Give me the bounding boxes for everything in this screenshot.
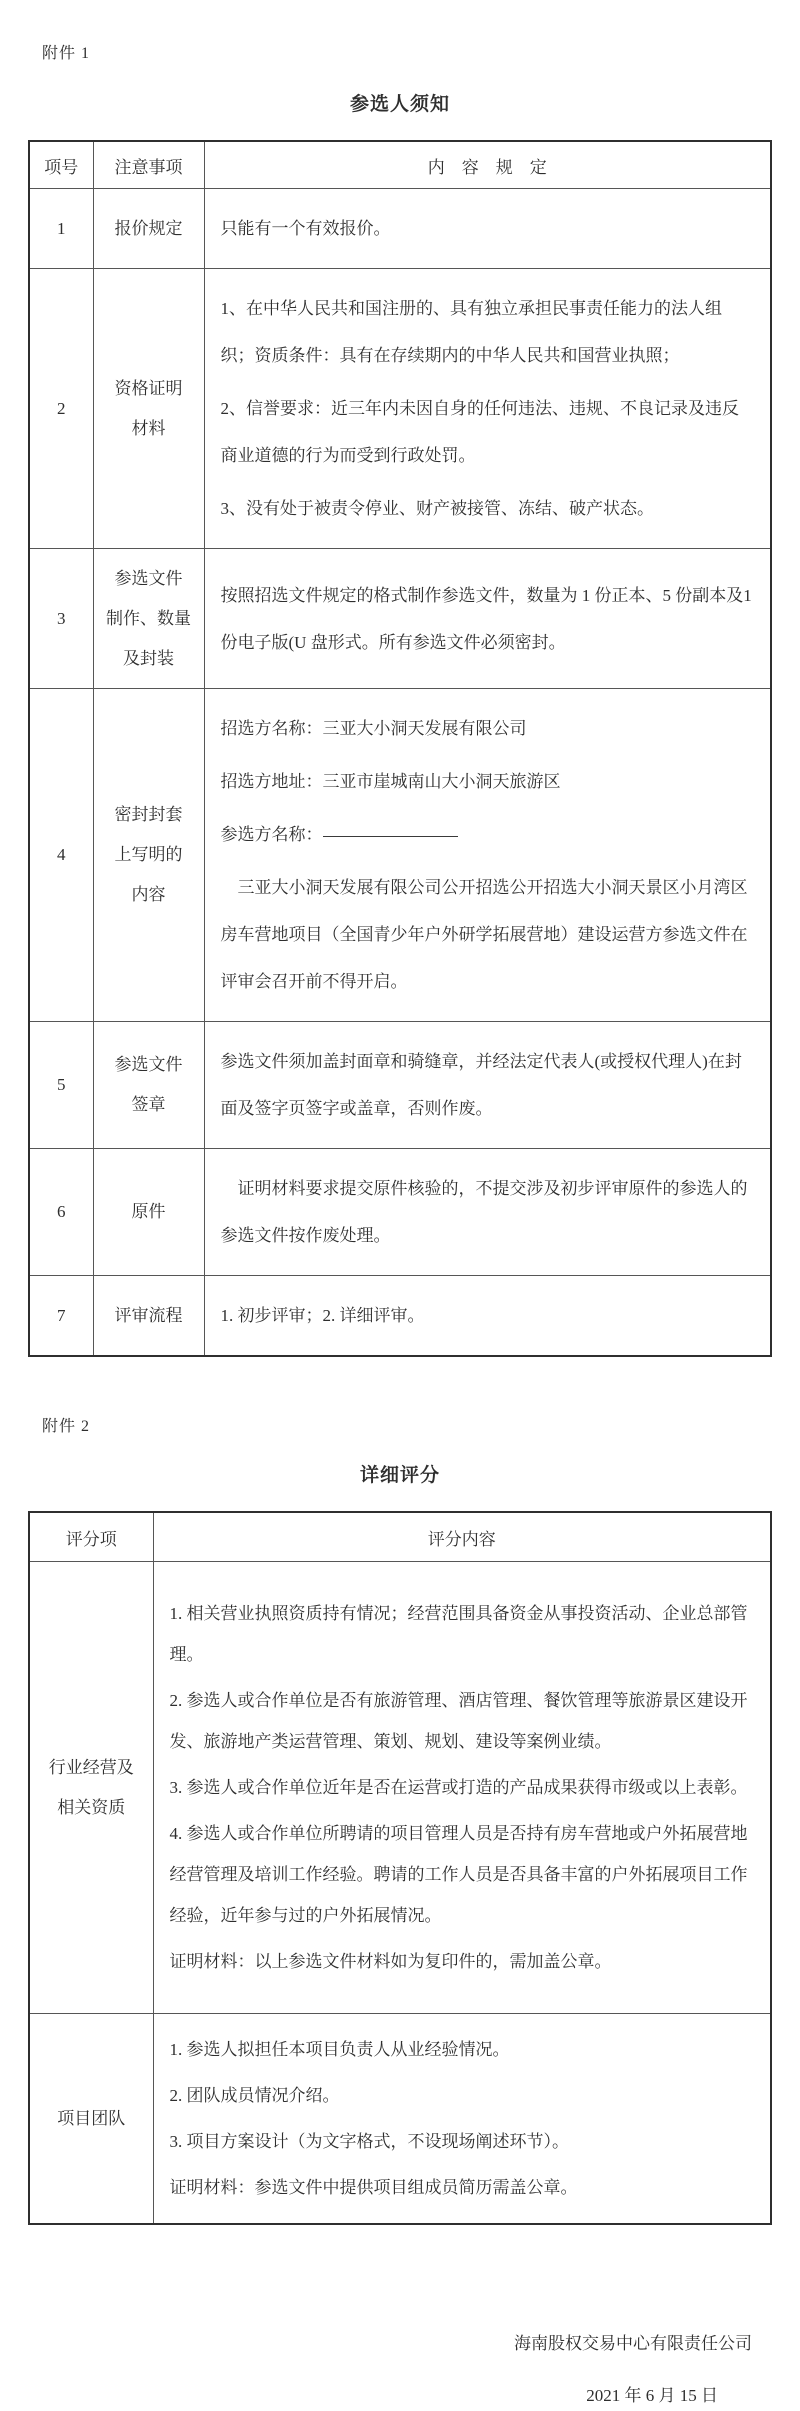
row-content — [204, 1022, 771, 1149]
header-content-rule: 内 容 规 定 — [204, 141, 771, 189]
content-paragraph: 3、没有处于被责令停业、财产被接管、冻结、破产状态。 — [220, 499, 654, 518]
field-value: 三亚大小洞天发展有限公司 — [322, 719, 527, 738]
row-number: 3 — [29, 549, 93, 689]
row-content — [204, 1149, 771, 1276]
item-line: 项目团队 — [57, 2108, 126, 2128]
row-item-label — [93, 269, 204, 549]
header-scoring-item: 评分项 — [29, 1512, 153, 1562]
content-paragraph: 1. 初步评审；2. 详细评审。 — [220, 1306, 425, 1325]
item-line: 相关资质 — [57, 1797, 126, 1817]
signature-date: 2021 年 6 月 15 日 — [586, 2386, 718, 2405]
signature-block — [28, 2329, 772, 2411]
row-content — [153, 1562, 771, 2014]
field-line — [221, 811, 755, 858]
header-attention-item: 注意事项 — [93, 141, 204, 189]
table-row — [29, 549, 771, 689]
content-paragraph: 3. 项目方案设计（为文字格式，不设现场阐述环节）。 — [169, 2132, 569, 2151]
item-line: 行业经营及 — [48, 1757, 134, 1777]
row-number: 4 — [29, 689, 93, 1022]
row-item-label — [29, 2014, 153, 2225]
row-content — [204, 689, 771, 1022]
table-row — [29, 1149, 771, 1276]
content-paragraph: 1. 相关营业执照资质持有情况；经营范围具备资金从事投资活动、企业总部管理。 — [169, 1604, 748, 1664]
row-item-label — [93, 1149, 204, 1276]
row-item-label — [93, 1022, 204, 1149]
notice-header-row — [29, 141, 771, 189]
scoring-table — [28, 1511, 772, 2225]
content-paragraph: 4. 参选人或合作单位所聘请的项目管理人员是否持有房车营地或户外拓展营地经营管理及培训工作经验。聘请的工作人员是否具备丰富的户外拓展项目工作经验，近年参与过的户外拓展情况。 — [169, 1824, 748, 1925]
row-content — [204, 1276, 771, 1357]
content-paragraph: 2. 团队成员情况介绍。 — [169, 2086, 340, 2105]
content-paragraph: 按照招选文件规定的格式制作参选文件，数量为 1 份正本、5 份副本及1份电子版(U 盘形式。所有参选文件必须密封。 — [220, 585, 752, 652]
scoring-header-row — [29, 1512, 771, 1562]
field-value: 三亚市崖城南山大小洞天旅游区 — [322, 772, 561, 791]
field-line — [221, 758, 755, 805]
content-paragraph: 证明材料：以上参选文件材料如为复印件的，需加盖公章。 — [169, 1952, 612, 1971]
content-paragraph: 证明材料要求提交原件核验的，不提交涉及初步评审原件的参选人的参选文件按作废处理。 — [220, 1179, 748, 1245]
content-paragraph: 只能有一个有效报价。 — [220, 219, 391, 238]
item-line: 评审流程 — [114, 1305, 183, 1325]
item-line: 内容 — [131, 885, 166, 904]
item-line: 参选文件 — [114, 1055, 183, 1074]
row-content — [204, 549, 771, 689]
table-row — [29, 689, 771, 1022]
field-label: 招选方地址： — [220, 772, 323, 791]
row-content — [204, 189, 771, 269]
row-number: 5 — [29, 1022, 93, 1149]
table-row — [29, 2014, 771, 2225]
scoring-table-title: 详细评分 — [359, 1465, 440, 1486]
item-line: 材料 — [131, 418, 166, 438]
row-item-label — [29, 1562, 153, 2014]
content-paragraph: 2、信誉要求：近三年内未因自身的任何违法、违规、不良记录及违反商业道德的行为而受到行政处罚。 — [220, 399, 739, 465]
notice-table — [28, 140, 772, 1357]
item-line: 密封封套 — [114, 805, 183, 824]
item-line: 参选文件 — [114, 568, 183, 588]
row-content — [204, 269, 771, 549]
item-line: 签章 — [131, 1095, 166, 1114]
content-paragraph: 1. 参选人拟担任本项目负责人从业经验情况。 — [169, 2040, 510, 2059]
content-paragraph: 2. 参选人或合作单位是否有旅游管理、酒店管理、餐饮管理等旅游景区建设开发、旅游地产类运营管理、策划、规划、建设等案例业绩。 — [169, 1691, 748, 1751]
item-line: 原件 — [131, 1202, 166, 1221]
table-row — [29, 1276, 771, 1357]
item-line: 及封装 — [123, 648, 174, 668]
fill-in-blank-line — [323, 835, 458, 837]
row-item-label — [93, 689, 204, 1022]
content-paragraph: 3. 参选人或合作单位近年是否在运营或打造的产品成果获得市级或以上表彰。 — [169, 1778, 748, 1797]
item-line: 上写明的 — [114, 845, 183, 864]
field-line — [221, 705, 755, 752]
header-item-no: 项号 — [29, 141, 93, 189]
attachment1-label: 附件 1 — [42, 45, 91, 62]
item-line: 资格证明 — [114, 378, 183, 398]
attachment2-label: 附件 2 — [42, 1418, 91, 1435]
table-row — [29, 189, 771, 269]
table-row — [29, 269, 771, 549]
content-paragraph: 证明材料：参选文件中提供项目组成员简历需盖公章。 — [169, 2178, 578, 2197]
content-paragraph: 三亚大小洞天发展有限公司公开招选公开招选大小洞天景区小月湾区房车营地项目（全国青少年户外研学拓展营地）建设运营方参选文件在评审会召开前不得开启。 — [220, 878, 748, 991]
content-paragraph: 参选文件须加盖封面章和骑缝章，并经法定代表人(或授权代理人)在封面及签字页签字或盖章，否则作废。 — [220, 1052, 742, 1118]
table-row — [29, 1022, 771, 1149]
row-content — [153, 2014, 771, 2225]
row-item-label — [93, 549, 204, 689]
table-row — [29, 1562, 771, 2014]
content-paragraph: 1、在中华人民共和国注册的、具有独立承担民事责任能力的法人组织；资质条件：具有在存续期内的中华人民共和国营业执照； — [220, 299, 722, 365]
notice-table-title: 参选人须知 — [349, 94, 450, 115]
item-line: 报价规定 — [114, 218, 183, 238]
row-item-label — [93, 189, 204, 269]
signature-company: 海南股权交易中心有限责任公司 — [514, 2334, 752, 2353]
row-number: 2 — [29, 269, 93, 549]
row-number: 1 — [29, 189, 93, 269]
field-label: 招选方名称： — [220, 719, 323, 738]
item-line: 制作、数量 — [106, 608, 191, 628]
header-scoring-content: 评分内容 — [153, 1512, 771, 1562]
row-item-label — [93, 1276, 204, 1357]
row-number: 7 — [29, 1276, 93, 1357]
field-label: 参选方名称： — [220, 825, 323, 844]
row-number: 6 — [29, 1149, 93, 1276]
